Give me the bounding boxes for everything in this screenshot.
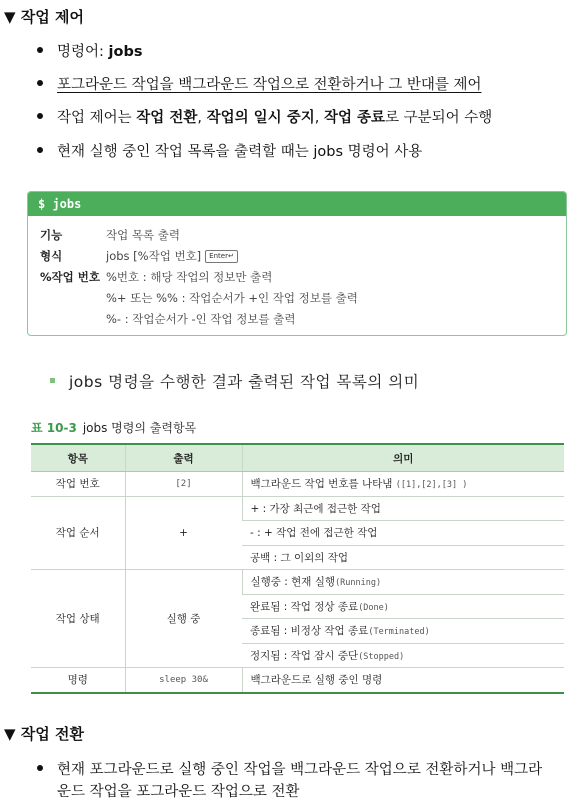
table-cell-output: 실행 중: [125, 570, 242, 668]
table-cell-meaning: 백그라운드로 실행 중인 명령: [242, 668, 564, 693]
bullet-bold-text: 작업 종료: [323, 110, 386, 126]
meaning-mono: (Stopped): [358, 651, 405, 662]
meaning-mono: (Terminated): [368, 627, 430, 638]
command-row-label: 기능: [40, 228, 63, 242]
table-cell-output: +: [125, 496, 242, 570]
table-row: [31, 668, 564, 693]
jobs-output-table: [31, 443, 564, 694]
table-row: [31, 472, 564, 497]
table-cell-item: 작업 상태: [31, 570, 125, 668]
command-row-value: %+ 또는 %% : 작업순서가 +인 작업 정보를 출력: [106, 291, 358, 305]
sub-bullet-jobs-output: [50, 370, 419, 392]
table-cell-meaning: [242, 594, 564, 619]
table-cell-meaning: [242, 643, 564, 668]
command-row-minus: [40, 311, 295, 327]
command-row-value: %- : 작업순서가 -인 작업 정보를 출력: [106, 312, 296, 326]
table-cell-meaning: - : + 작업 전에 접근한 작업: [242, 521, 564, 546]
table-cell-meaning: + : 가장 최근에 접근한 작업: [242, 496, 564, 521]
bullet-text: 현재 포그라운드로 실행 중인 작업을 백그라운드 작업으로 전환하거나 백그라: [57, 762, 543, 778]
bullet-text: 포그라운드 작업을 백그라운드 작업으로 전환하거나 그 반대를 제어: [57, 77, 482, 93]
section-title-job-control: ▼ 작업 제어: [4, 8, 84, 26]
command-row-function: [40, 227, 180, 243]
bullet-bold-text: 작업 전환: [136, 110, 198, 126]
command-box-header: $ jobs: [28, 192, 566, 216]
section-title-job-switch: ▼ 작업 전환: [4, 725, 84, 743]
bullet-dot: [37, 47, 43, 53]
command-row-label: 형식: [40, 249, 63, 263]
command-row-label: %작업 번호: [40, 270, 100, 284]
bullet-text: 운드 작업을 포그라운드 작업으로 전환: [57, 784, 300, 800]
meaning-text: 실행중 : 현재 실행: [250, 576, 336, 589]
bullet-bold-text: 작업의 일시 중지: [206, 110, 315, 126]
command-row-value: jobs [%작업 번호]: [106, 249, 202, 263]
bullet-text: 명령어:: [57, 44, 109, 60]
bullet-command: [37, 40, 142, 61]
bullet-jobs-usage: [37, 140, 422, 161]
square-bullet-icon: [50, 378, 55, 383]
meaning-text: 완료됨 : 작업 정상 종료: [250, 600, 359, 613]
meaning-text: 백그라운드 작업 번호를 나타냄: [250, 478, 393, 491]
meaning-text: 정지됨 : 작업 잠시 중단: [250, 649, 359, 662]
bullet-bold-text: jobs: [108, 44, 143, 60]
table-caption: [31, 419, 196, 436]
table-number: 표 10-3: [31, 421, 77, 435]
meaning-mono: ([1],[2],[3] ): [395, 480, 468, 491]
bullet-dot: [37, 147, 43, 153]
table-cell-meaning: [242, 570, 564, 595]
meaning-mono: (Done): [358, 602, 389, 613]
command-row-plus: [40, 290, 358, 306]
bullet-dot: [37, 80, 43, 86]
table-cell-item: 명령: [31, 668, 125, 693]
meaning-mono: (Running): [335, 578, 382, 589]
table-cell-item: 작업 번호: [31, 472, 125, 497]
table-cell-output: [2]: [125, 472, 242, 497]
table-row: [31, 570, 564, 595]
bullet-dot: [37, 113, 43, 119]
table-cell-meaning: 공백 : 그 이외의 작업: [242, 545, 564, 570]
table-cell-meaning: [242, 472, 564, 497]
table-caption-text: jobs 명령의 출력항목: [82, 421, 197, 435]
bullet-job-switch-cont: [57, 781, 300, 803]
command-row-value: %번호 : 해당 작업의 정보만 출력: [106, 270, 273, 284]
command-row-value: 작업 목록 출력: [106, 228, 180, 242]
table-cell-item: 작업 순서: [31, 496, 125, 570]
bullet-text: ,: [197, 110, 207, 126]
bullet-job-control-types: [37, 106, 492, 127]
command-row-format: [40, 248, 238, 264]
bullet-description: [37, 73, 481, 94]
bullet-text: 현재 실행 중인 작업 목록을 출력할 때는 jobs 명령어 사용: [57, 144, 423, 160]
table-header-row: [31, 444, 564, 472]
bullet-job-switch: [37, 759, 542, 781]
sub-bullet-text: jobs 명령을 수행한 결과 출력된 작업 목록의 의미: [69, 373, 420, 391]
table-header: 의미: [242, 444, 564, 472]
table-cell-meaning: [242, 619, 564, 644]
command-row-job-number: [40, 269, 272, 285]
meaning-text: 종료됨 : 비정상 작업 종료: [250, 625, 369, 638]
bullet-dot: [37, 765, 43, 771]
bullet-text: 로 구분되어 수행: [385, 110, 493, 126]
command-box: [27, 191, 567, 336]
table-header: 출력: [125, 444, 242, 472]
table-cell-output: sleep 30&: [125, 668, 242, 693]
bullet-text: 작업 제어는: [57, 110, 137, 126]
table-header: 항목: [31, 444, 125, 472]
enter-key-icon: Enter↵: [205, 250, 238, 263]
table-row: [31, 496, 564, 521]
bullet-text: ,: [314, 110, 324, 126]
